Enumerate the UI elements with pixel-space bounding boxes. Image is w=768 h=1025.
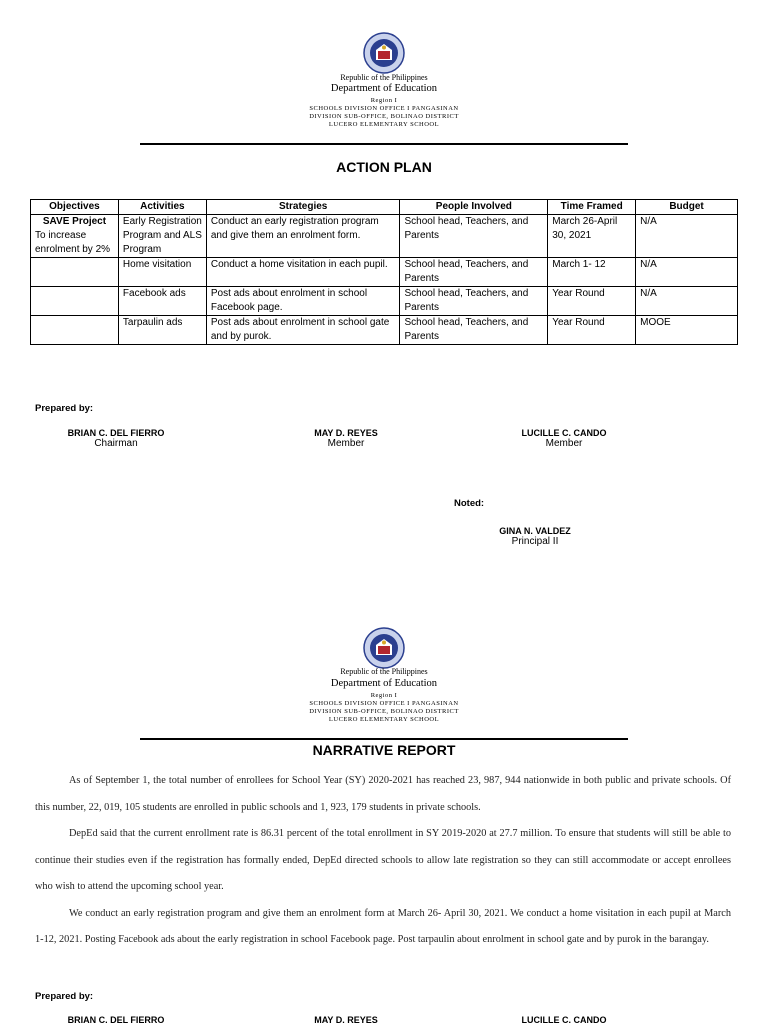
budget-cell: N/A — [636, 287, 738, 316]
deped-seal-icon — [363, 32, 405, 74]
objective-cell — [31, 316, 119, 345]
header-sub-office: DIVISION SUB-OFFICE, BOLINAO DISTRICT — [309, 708, 459, 715]
header-divider — [140, 738, 628, 740]
activity-cell: Tarpaulin ads — [118, 316, 206, 345]
signatory-role: Principal II — [511, 536, 559, 547]
budget-cell: MOOE — [636, 316, 738, 345]
signatory-name: GINA N. VALDEZ — [499, 526, 571, 536]
header-department: Department of Education — [330, 678, 438, 689]
narrative-paragraph: As of September 1, the total number of enrollees for School Year (SY) 2020-2021 has reached 23, 987, 944 nationwide in both public and private schools. Of this number, 22, 019, 105 students are enrolled in public schools and 1, 923, 179 students in private schools. — [35, 775, 731, 813]
signatory-name: LUCILLE C. CANDO — [521, 1015, 607, 1025]
header-department: Department of Education — [330, 83, 438, 94]
people-cell: School head, Teachers, and Parents — [400, 287, 548, 316]
signatory-role: Member — [327, 438, 365, 449]
deped-seal-icon — [363, 627, 405, 669]
time-cell: March 26-April 30, 2021 — [548, 215, 636, 258]
strategy-cell: Conduct an early registration program and give them an enrolment form. — [206, 215, 400, 258]
table-row — [31, 287, 738, 316]
activity-cell: Early Registration Program and ALS Program — [118, 215, 206, 258]
header-divider — [140, 143, 628, 145]
activity-cell: Home visitation — [118, 258, 206, 287]
strategy-cell: Conduct a home visitation in each pupil. — [206, 258, 400, 287]
objective-title: SAVE Project — [42, 216, 107, 227]
people-cell: School head, Teachers, and Parents — [400, 258, 548, 287]
signatory-name: BRIAN C. DEL FIERRO — [67, 1015, 165, 1025]
col-strategies: Strategies — [206, 200, 400, 215]
table-row — [31, 316, 738, 345]
header-division: SCHOOLS DIVISION OFFICE I PANGASINAN — [309, 700, 459, 707]
table-row — [31, 258, 738, 287]
signatory-role: Chairman — [94, 438, 138, 449]
header-sub-office: DIVISION SUB-OFFICE, BOLINAO DISTRICT — [309, 113, 459, 120]
col-people-involved: People Involved — [400, 200, 548, 215]
signatory-name: MAY D. REYES — [314, 1015, 378, 1025]
signatory-3 — [488, 428, 640, 449]
prepared-by-label: Prepared by: — [35, 403, 94, 414]
narrative-paragraph: We conduct an early registration program and give them an enrolment form at March 26- April 30, 2021. We conduct a home visitation in each pupil at March 1-12, 2021. Posting Facebook ads about the early registration in school Facebook page. Post tarpaulin about enrolment in school gate and by purok in the barangay. — [35, 907, 731, 945]
objective-text: To increase enrolment by 2% — [35, 230, 111, 255]
col-budget: Budget — [636, 200, 738, 215]
header-republic: Republic of the Philippines — [340, 667, 428, 676]
col-time-framed: Time Framed — [548, 200, 636, 215]
people-cell: School head, Teachers, and Parents — [400, 316, 548, 345]
header-republic: Republic of the Philippines — [340, 73, 428, 82]
col-objectives: Objectives — [31, 200, 119, 215]
signatory-2 — [276, 428, 416, 449]
table-header-row — [31, 200, 738, 215]
signatory-name: MAY D. REYES — [314, 428, 378, 438]
strategy-cell: Post ads about enrolment in school gate and by purok. — [206, 316, 400, 345]
action-plan-table — [30, 199, 738, 345]
objective-cell — [31, 287, 119, 316]
time-cell: Year Round — [548, 316, 636, 345]
time-cell: Year Round — [548, 287, 636, 316]
header-division: SCHOOLS DIVISION OFFICE I PANGASINAN — [309, 105, 459, 112]
prepared-by-label: Prepared by: — [35, 991, 94, 1002]
header-school: LUCERO ELEMENTARY SCHOOL — [328, 716, 440, 723]
narrative-body — [35, 768, 731, 954]
objective-cell — [31, 215, 119, 258]
time-cell: March 1- 12 — [548, 258, 636, 287]
signatory-name: LUCILLE C. CANDO — [521, 428, 607, 438]
header-region: Region I — [370, 692, 398, 699]
noted-label: Noted: — [454, 498, 485, 509]
narrative-paragraph: DepEd said that the current enrollment rate is 86.31 percent of the total enrollment in SY 2019-2020 at 27.7 million. To ensure that students will still be able to continue their studies even if the registration has formally ended, DepEd directed schools to allow late registration so they can still accommodate or accept enrollees who wish to attend the upcoming school year. — [35, 828, 731, 892]
activity-cell: Facebook ads — [118, 287, 206, 316]
strategy-cell: Post ads about enrolment in school Facebook page. — [206, 287, 400, 316]
signatory-1 — [46, 428, 186, 449]
budget-cell: N/A — [636, 258, 738, 287]
noted-signatory — [464, 526, 606, 547]
budget-cell: N/A — [636, 215, 738, 258]
action-plan-title: ACTION PLAN — [336, 159, 432, 175]
people-cell: School head, Teachers, and Parents — [400, 215, 548, 258]
objective-cell — [31, 258, 119, 287]
table-row — [31, 215, 738, 258]
header-school: LUCERO ELEMENTARY SCHOOL — [328, 121, 440, 128]
narrative-title: NARRATIVE REPORT — [312, 742, 456, 758]
col-activities: Activities — [118, 200, 206, 215]
signatory-name: BRIAN C. DEL FIERRO — [67, 428, 165, 438]
signatory-role: Member — [545, 438, 583, 449]
header-region: Region I — [370, 97, 398, 104]
